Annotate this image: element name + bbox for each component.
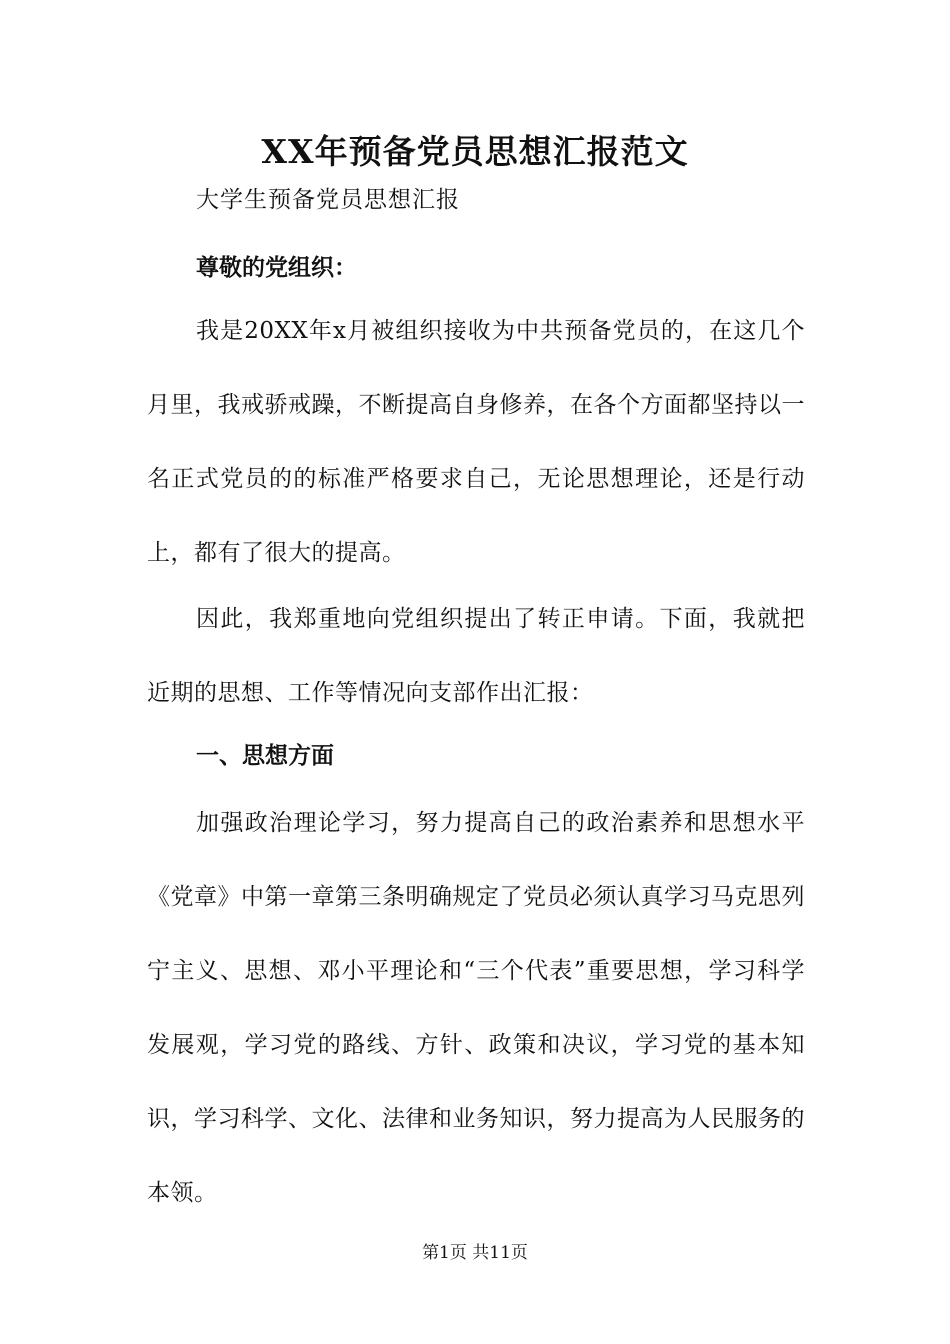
section-heading: 一、思想方面 [196,743,334,769]
paragraph-intro: 我是20XX年x月被组织接收为中共预备党员的，在这几个月里，我戒骄戒躁，不断提高自身修养，在各个方面都坚持以一名正式党员的的标准严格要求自己，无论思想理论，还是行动上，都有了很大的提高。 [147,318,805,566]
salutation: 尊敬的党组织： [196,255,357,281]
document-title: XX年预备党员思想汇报范文 [261,132,689,171]
paragraph-application: 因此，我郑重地向党组织提出了转正申请。下面，我就把近期的思想、工作等情况向支部作出汇报： [147,606,805,706]
document-subtitle: 大学生预备党员思想汇报 [196,187,460,213]
page-footer: 第1页 共11页 [422,1243,528,1263]
paragraph-section-body: 加强政治理论学习，努力提高自己的政治素养和思想水平《党章》中第一章第三条明确规定了党员必须认真学习马克思列宁主义、思想、邓小平理论和“三个代表”重要思想，学习科学发展观，学习党的路线、方针、政策和决议，学习党的基本知识，学习科学、文化、法律和业务知识，努力提高为人民服务的本领。 [147,810,805,1206]
